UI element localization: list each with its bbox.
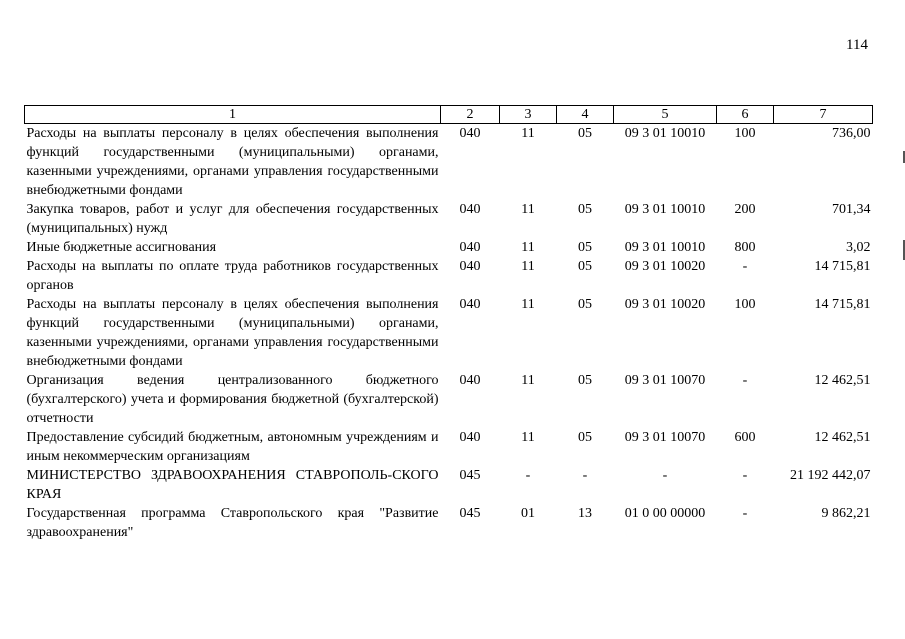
cell-col-2: 045 xyxy=(459,468,481,483)
cell-name: Закупка товаров, работ и услуг для обеспечения государственных (муниципальных) нужд xyxy=(26,202,439,236)
cell-col-3: 11 xyxy=(521,373,535,388)
header-col-6: 6 xyxy=(717,106,774,124)
cell-col-3: 11 xyxy=(521,430,535,445)
cell-col-5: 09 3 01 10070 xyxy=(624,373,706,388)
cell-amount: 701,34 xyxy=(832,202,871,217)
cell-col-3: 11 xyxy=(521,126,535,141)
cell-col-3: 11 xyxy=(521,240,535,255)
cell-name: Иные бюджетные ассигнования xyxy=(26,240,217,255)
table-row xyxy=(25,257,873,295)
cell-col-4: 05 xyxy=(578,202,592,217)
table-row xyxy=(25,295,873,371)
cell-name: Организация ведения централизованного бюджетного (бухгалтерского) учета и формирования бюджетной (бухгалтерской) отчетности xyxy=(26,373,439,426)
table-row xyxy=(25,371,873,428)
cell-col-2: 045 xyxy=(459,506,481,521)
page-number: 114 xyxy=(846,37,868,53)
cell-col-5: 09 3 01 10020 xyxy=(624,297,706,312)
cell-col-6: 600 xyxy=(734,430,756,445)
cell-amount: 12 462,51 xyxy=(814,430,871,445)
header-col-2: 2 xyxy=(441,106,500,124)
header-col-7: 7 xyxy=(774,106,873,124)
cell-name: Расходы на выплаты персоналу в целях обеспечения выполнения функций государственными (муниципальными) органами, казенными учреждениями, органами управления государственными внебюджетными фондами xyxy=(26,126,439,198)
cell-col-2: 040 xyxy=(459,202,481,217)
table-row xyxy=(25,200,873,238)
cell-col-3: 11 xyxy=(521,297,535,312)
table-row xyxy=(25,124,873,201)
table-row xyxy=(25,428,873,466)
cell-col-6: 200 xyxy=(734,202,756,217)
cell-col-4: 05 xyxy=(578,259,592,274)
cell-amount: 12 462,51 xyxy=(814,373,871,388)
cell-col-2: 040 xyxy=(459,373,481,388)
cell-amount: 14 715,81 xyxy=(814,297,871,312)
header-col-5: 5 xyxy=(614,106,717,124)
header-col-1: 1 xyxy=(25,106,441,124)
cell-amount: 3,02 xyxy=(846,240,871,255)
cell-col-3: - xyxy=(525,468,531,483)
cell-col-4: 05 xyxy=(578,126,592,141)
cell-name: МИНИСТЕРСТВО ЗДРАВООХРАНЕНИЯ СТАВРОПОЛЬ-СКОГО КРАЯ xyxy=(26,468,439,502)
cell-col-4: 05 xyxy=(578,240,592,255)
header-col-4: 4 xyxy=(557,106,614,124)
cell-col-2: 040 xyxy=(459,240,481,255)
cell-amount: 736,00 xyxy=(832,126,871,141)
cell-amount: 9 862,21 xyxy=(821,506,871,521)
cell-col-4: - xyxy=(582,468,588,483)
cell-amount: 21 192 442,07 xyxy=(790,468,871,483)
cell-col-4: 05 xyxy=(578,430,592,445)
table-row xyxy=(25,466,873,504)
cell-col-2: 040 xyxy=(459,259,481,274)
cell-col-5: 09 3 01 10020 xyxy=(624,259,706,274)
cell-name: Расходы на выплаты персоналу в целях обеспечения выполнения функций государственными (муниципальными) органами, казенными учреждениями, органами управления государственными внебюджетными фондами xyxy=(26,297,439,369)
cell-name: Предоставление субсидий бюджетным, автономным учреждениям и иным некоммерческим организациям xyxy=(26,430,439,464)
table-row xyxy=(25,238,873,257)
cell-col-6: - xyxy=(742,468,748,483)
cell-col-4: 05 xyxy=(578,373,592,388)
cell-col-2: 040 xyxy=(459,297,481,312)
cell-col-6: - xyxy=(742,373,748,388)
cell-amount: 14 715,81 xyxy=(814,259,871,274)
cell-col-4: 05 xyxy=(578,297,592,312)
table-row xyxy=(25,504,873,542)
cell-col-3: 11 xyxy=(521,202,535,217)
cell-col-2: 040 xyxy=(459,126,481,141)
cell-col-5: 09 3 01 10010 xyxy=(624,126,706,141)
cell-col-5: 09 3 01 10010 xyxy=(624,240,706,255)
header-col-3: 3 xyxy=(500,106,557,124)
cell-name: Государственная программа Ставропольского края "Развитие здравоохранения" xyxy=(26,506,439,540)
cell-col-5: 09 3 01 10070 xyxy=(624,430,706,445)
table-header-row xyxy=(25,106,873,124)
cell-col-6: - xyxy=(742,506,748,521)
cell-col-4: 13 xyxy=(578,506,592,521)
cell-col-6: - xyxy=(742,259,748,274)
budget-table xyxy=(24,105,873,542)
cell-col-5: - xyxy=(662,468,668,483)
cell-name: Расходы на выплаты по оплате труда работников государственных органов xyxy=(26,259,439,293)
cell-col-2: 040 xyxy=(459,430,481,445)
cell-col-3: 11 xyxy=(521,259,535,274)
cell-col-6: 100 xyxy=(734,297,756,312)
cell-col-6: 100 xyxy=(734,126,756,141)
cell-col-6: 800 xyxy=(734,240,756,255)
cell-col-5: 01 0 00 00000 xyxy=(624,506,706,521)
cell-col-5: 09 3 01 10010 xyxy=(624,202,706,217)
cell-col-3: 01 xyxy=(521,506,535,521)
